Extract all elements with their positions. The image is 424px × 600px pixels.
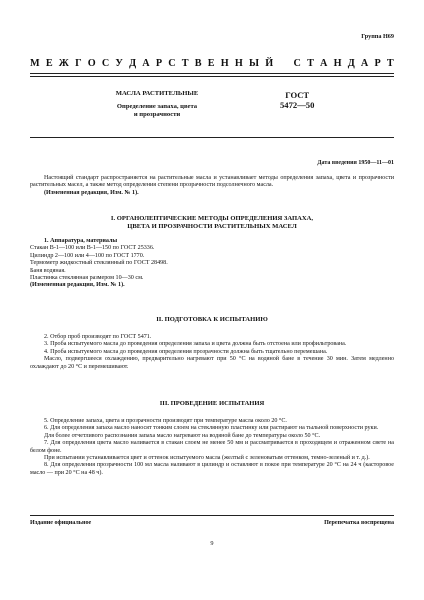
standard-title-letter: Й [265, 58, 274, 69]
standard-title-letter: М [30, 58, 40, 69]
gost-label: ГОСТ [285, 90, 310, 100]
section-2-body [30, 334, 394, 371]
official-edition-label: Издание официальное [30, 520, 92, 526]
intro-section [30, 175, 394, 197]
header-rule [30, 73, 394, 74]
standard-title-letter: Г [75, 58, 82, 69]
header-rule-thin [30, 76, 394, 77]
standard-name: МАСЛА РАСТИТЕЛЬНЫЕ [115, 90, 199, 97]
section-2-heading: II. ПОДГОТОВКА К ИСПЫТАНИЮ [156, 316, 268, 323]
standard-title-letter: С [168, 58, 176, 69]
standard-title-letter: Ы [249, 58, 260, 69]
section-3-paragraph: 6. Для определения запаха масло наносят тонким слоем на стеклянную пластинку или растирают на тыльной поверхности руки. [44, 425, 379, 432]
apparatus-line: Цилиндр 2—100 или 4—100 по ГОСТ 1770. [30, 252, 145, 259]
standard-title-letter: Т [307, 58, 314, 69]
apparatus-line: Термометр жидкостный стеклянный по ГОСТ 28498. [30, 260, 168, 267]
standard-title-letter: С [101, 58, 110, 69]
standard-title-letter: Н [220, 58, 229, 69]
section-3-paragraph: 5. Определение запаха, цвета и прозрачности производят при температуре масла около 20 °С. [44, 418, 287, 424]
standard-type-title [30, 58, 394, 69]
apparatus-line: Баня водяная. [30, 267, 66, 274]
standard-title-letter: Н [234, 58, 243, 69]
standard-title-letter: Е [45, 58, 53, 69]
apparatus-line: Стакан В-1—100 или В-1—150 по ГОСТ 25336. [30, 245, 155, 252]
section-3-paragraph: 8. Для определения прозрачности 100 мл масла наливают в цилиндр и оставляют в покое при температуре 20 °С на 24 ч (касторовое масло — при 20 °С на 48 ч). [30, 462, 394, 476]
section-1-heading [30, 215, 394, 231]
intro-paragraph: Настоящий стандарт распространяется на растительные масла и устанавливает методы определения запаха, цвета и прозрачности растительных масел, а также метод определения степени прозрачности подсолнечного масла. [30, 175, 394, 189]
section-1-heading-line-1: I. ОРГАНОЛЕПТИЧЕСКИЕ МЕТОДЫ ОПРЕДЕЛЕНИЯ ЗАПАХА, [110, 215, 314, 222]
section-2-paragraph: 2. Отбор проб производят по ГОСТ 5471. [44, 334, 152, 340]
footer-rule [30, 515, 394, 516]
standard-subtitle-1: Определение запаха, цвета [116, 103, 198, 110]
reprint-prohibited-label: Перепечатка воспрещена [324, 520, 394, 526]
section-3-body [30, 418, 394, 477]
apparatus-line: Пластинка стеклянная размером 10—30 см. [30, 275, 144, 282]
standard-title-letter: Е [207, 58, 215, 69]
intro-date: Дата введения 1950—11—01 [317, 160, 394, 166]
section-1-edit-note: (Измененная редакция, Изм. № 1). [30, 282, 125, 289]
standard-title-letter: А [142, 58, 150, 69]
standard-title-letter: Н [333, 58, 342, 69]
standard-title-letter: Д [347, 58, 355, 69]
standard-title-letter: Р [155, 58, 163, 69]
apparatus-title: 1. Аппаратура, материалы [44, 238, 118, 244]
standard-title-letter [279, 58, 287, 69]
section-1-heading-line-2: ЦВЕТА И ПРОЗРАЧНОСТИ РАСТИТЕЛЬНЫХ МАСЕЛ [127, 223, 297, 230]
standard-title-letter: Д [129, 58, 137, 69]
standard-title-letter: Т [181, 58, 189, 69]
gost-number: 5472—50 [280, 100, 315, 110]
standard-title-block [82, 90, 232, 119]
standard-title-letter: О [87, 58, 96, 69]
gost-code-block [280, 90, 314, 110]
section-3-paragraph: 7. Для определения цвета масло наливается в стакан слоем не менее 50 мм и рассматривается в проходящем и отраженном свете на белом фоне. [30, 440, 394, 454]
section-2-paragraph: Масло, подвергшееся охлаждению, предварительно нагревают при 50 °С на водяной бане в течение 30 мин. Затем медленно охлаждают до 20 °С и перемешивают. [30, 356, 394, 370]
section-3-heading: III. ПРОВЕДЕНИЕ ИСПЫТАНИЯ [159, 400, 265, 407]
page-number: 9 [210, 540, 214, 547]
standard-title-letter: С [293, 58, 301, 69]
intro-edit-note: (Измененная редакция, Изм. № 1). [44, 189, 139, 196]
title-rule [30, 137, 394, 138]
section-3-paragraph: При испытании устанавливается цвет и оттенок испытуемого масла (желтый с зеленоватым оттенком, темно-зеленый и т. д.). [44, 455, 370, 462]
standard-title-letter: У [115, 58, 123, 69]
standard-title-letter: Р [374, 58, 381, 69]
standard-title-letter: А [320, 58, 328, 69]
standard-subtitle-2: и прозрачности [133, 111, 181, 118]
section-3-paragraph: Для более отчетливого распознания запаха масло нагревают на водяной бане до температуры около 50 °С. [44, 432, 321, 439]
standard-title-letter: В [194, 58, 202, 69]
section-2-paragraph: 4. Проба испытуемого масла до проведения определения прозрачности должна быть тщательно перемешана. [44, 348, 328, 355]
section-2-paragraph: 3. Проба испытуемого масла до проведения определения запаха и цвета должна быть отстоена или профильтрована. [44, 341, 347, 348]
standard-title-letter: Ж [58, 58, 69, 69]
standard-title-letter: А [360, 58, 369, 69]
section-1-body [30, 238, 394, 290]
standard-title-letter: Т [386, 58, 394, 69]
group-code: Группа Н69 [361, 33, 394, 40]
